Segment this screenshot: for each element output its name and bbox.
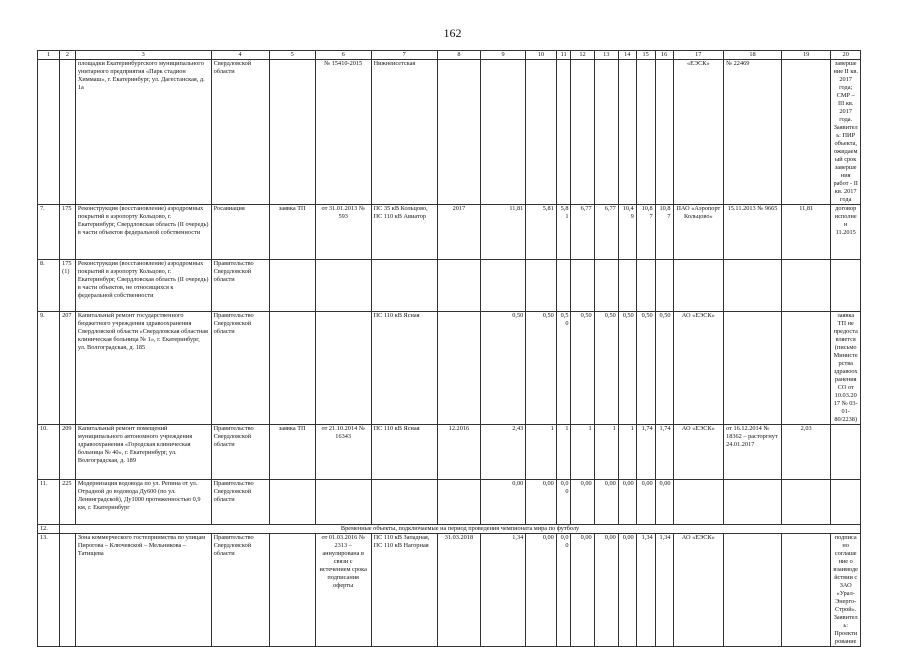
object-name: Зона коммерческого гостеприимства по улицам Пирогова – Ключевской – Мельникова – Татищева	[75, 534, 211, 647]
column-number: 3	[75, 51, 211, 60]
value: 1	[571, 425, 594, 480]
value: 0,00	[556, 480, 571, 525]
value: 0,00	[618, 480, 636, 525]
object-name: Реконструкция (восстановление) аэродромных покрытий в аэропорту Кольцово, г. Екатеринбург, Свердловская область (II очередь) в части объектов федеральной собственности	[75, 205, 211, 260]
column-number: 19	[781, 51, 830, 60]
section-title: Временные объекты, подключаемые на период проведения чемпионата мира по футболу	[60, 525, 861, 534]
row-number: 12.	[38, 525, 60, 534]
column-number: 13	[594, 51, 618, 60]
value: 0,00	[481, 480, 526, 525]
connection-point: ПС 110 кВ Ясная	[371, 425, 437, 480]
contract: от 16.12.2014 № 18362 – расторгнут 24.01.2017	[724, 425, 782, 480]
value: 0,50	[618, 312, 636, 425]
column-number: 2	[60, 51, 76, 60]
object-name: Модернизация водовода по ул. Репина от ул. Отрадной до водовода Ду600 (по ул. Ленинградской), Ду1000 протяженностью 0,9 км, г. Екатеринбург	[75, 480, 211, 525]
value: 0,50	[556, 312, 571, 425]
value: 2,03	[781, 425, 830, 480]
request-type: заявка ТП	[269, 425, 315, 480]
value: 0,00	[526, 534, 557, 647]
investment-program-table	[37, 50, 861, 647]
value: 5,81	[526, 205, 557, 260]
column-number: 16	[655, 51, 673, 60]
grid-company: АО «ЕЭСК»	[673, 312, 724, 425]
row-id: 175 (1)	[60, 260, 76, 312]
object-name: Реконструкция (восстановление) аэродромных покрытий в аэропорту Кольцово, г. Екатеринбург, Свердловская область (II очередь) в части объектов, не относящихся к федеральной собственности	[75, 260, 211, 312]
value: 1,74	[636, 425, 655, 480]
responsible: Росавиация	[211, 205, 269, 260]
value: 11,81	[481, 205, 526, 260]
contract: № 22469	[724, 60, 782, 205]
value: 0,50	[526, 312, 557, 425]
value: 0,00	[594, 480, 618, 525]
document-ref: № 15410-2015	[315, 60, 371, 205]
table-row	[38, 312, 861, 425]
value: 1	[618, 425, 636, 480]
year: 2017	[437, 205, 480, 260]
row-id: 225	[60, 480, 76, 525]
value: 10,49	[618, 205, 636, 260]
column-number: 9	[481, 51, 526, 60]
column-number: 12	[571, 51, 594, 60]
row-id: 207	[60, 312, 76, 425]
responsible: Правительство Свердловской области	[211, 260, 269, 312]
responsible: Правительство Свердловской области	[211, 534, 269, 647]
value: 0,50	[594, 312, 618, 425]
row-id: 209	[60, 425, 76, 480]
responsible: Правительство Свердловской области	[211, 480, 269, 525]
responsible: Свердловской области	[211, 60, 269, 205]
value: 0,50	[571, 312, 594, 425]
value: 0,50	[481, 312, 526, 425]
value: 0,00	[594, 534, 618, 647]
connection-point: ПС 35 кВ Кольцово, ПС 110 кВ Авиатор	[371, 205, 437, 260]
table-row	[38, 425, 861, 480]
row-id: 175	[60, 205, 76, 260]
value: 2,43	[481, 425, 526, 480]
value: 0,00	[556, 534, 571, 647]
value: 6,77	[571, 205, 594, 260]
table-row	[38, 480, 861, 525]
table-row	[38, 260, 861, 312]
responsible: Правительство Свердловской области	[211, 312, 269, 425]
year: 12.2016	[437, 425, 480, 480]
value: 1,34	[655, 534, 673, 647]
value: 10,87	[636, 205, 655, 260]
row-number: 13.	[38, 534, 60, 647]
note: заявка ТП не предоставляется (письмо Министерства здравоохранения СО от 10.03.2017 № 03-01-80/2238)	[831, 312, 861, 425]
column-number: 5	[269, 51, 315, 60]
column-number: 10	[526, 51, 557, 60]
row-number: 10.	[38, 425, 60, 480]
row-number: 11.	[38, 480, 60, 525]
connection-point: Нижнеисетская	[371, 60, 437, 205]
value: 0,50	[636, 312, 655, 425]
value: 0,00	[526, 480, 557, 525]
value: 0,00	[571, 480, 594, 525]
grid-company: «ЕЭСК»	[673, 60, 724, 205]
column-number-row	[38, 51, 861, 60]
column-number: 11	[556, 51, 571, 60]
column-number: 6	[315, 51, 371, 60]
year: 31.03.2018	[437, 534, 480, 647]
value: 1	[594, 425, 618, 480]
table-row	[38, 205, 861, 260]
value: 11,81	[781, 205, 830, 260]
document-ref: от 31.01.2013 № 593	[315, 205, 371, 260]
value: 0,00	[571, 534, 594, 647]
column-number: 17	[673, 51, 724, 60]
object-name: Капитальный ремонт помещений муниципального автономного учреждения здравоохранения «Городская клиническая больница № 40», г. Екатеринбург, ул. Волгоградская, д. 189	[75, 425, 211, 480]
responsible: Правительство Свердловской области	[211, 425, 269, 480]
note: подписано соглашение о взаимодействии с ЗАО «Урал-Энерго-Строй». Заявитель: Проектирование	[831, 534, 861, 647]
document-ref: от 01.03.2016 № 2313 – аннулирована в связи с истечением срока подписания оферты	[315, 534, 371, 647]
section-row	[38, 525, 861, 534]
page-number: 162	[443, 26, 462, 40]
column-number: 18	[724, 51, 782, 60]
value: 0,00	[618, 534, 636, 647]
column-number: 20	[831, 51, 861, 60]
contract: 15.11.2013 № 9665	[724, 205, 782, 260]
value: 0,50	[655, 312, 673, 425]
note: договор исполнен 11.2015	[831, 205, 861, 260]
grid-company: ПАО «Аэропорт Кольцово»	[673, 205, 724, 260]
value: 1,74	[655, 425, 673, 480]
column-number: 14	[618, 51, 636, 60]
object-name: площадки Екатеринбургского муниципального унитарного предприятия «Парк стадион Химмаш», г. Екатеринбург, ул. Дагестанская, д. 1а	[75, 60, 211, 205]
column-number: 15	[636, 51, 655, 60]
value: 1,34	[481, 534, 526, 647]
value: 0,00	[636, 480, 655, 525]
value: 5,81	[556, 205, 571, 260]
column-number: 7	[371, 51, 437, 60]
object-name: Капитальный ремонт государственного бюджетного учреждения здравоохранения Свердловской области «Свердловская областная клиническая больница № 1», г. Екатеринбург, ул. Волгоградская, д. 185	[75, 312, 211, 425]
connection-point: ПС 110 кВ Западная, ПС 110 кВ Нагорная	[371, 534, 437, 647]
row-number: 8.	[38, 260, 60, 312]
column-number: 4	[211, 51, 269, 60]
note: завершение II кв. 2017 года; СМР – III кв. 2017 года. Заявитель: ПИР объекта, ожидаемый срок завершения работ - II кв. 2017 года	[831, 60, 861, 205]
table-row	[38, 60, 861, 205]
request-type: заявка ТП	[269, 205, 315, 260]
row-number: 9.	[38, 312, 60, 425]
value: 10,87	[655, 205, 673, 260]
table-row	[38, 534, 861, 647]
grid-company: АО «ЕЭСК»	[673, 425, 724, 480]
column-number: 1	[38, 51, 60, 60]
row-number: 7.	[38, 205, 60, 260]
document-ref: от 21.10.2014 № 16343	[315, 425, 371, 480]
column-number: 8	[437, 51, 480, 60]
value: 0,00	[655, 480, 673, 525]
grid-company: АО «ЕЭСК»	[673, 534, 724, 647]
value: 6,77	[594, 205, 618, 260]
value: 1	[526, 425, 557, 480]
value: 1	[556, 425, 571, 480]
value: 1,34	[636, 534, 655, 647]
connection-point: ПС 110 кВ Ясная	[371, 312, 437, 425]
